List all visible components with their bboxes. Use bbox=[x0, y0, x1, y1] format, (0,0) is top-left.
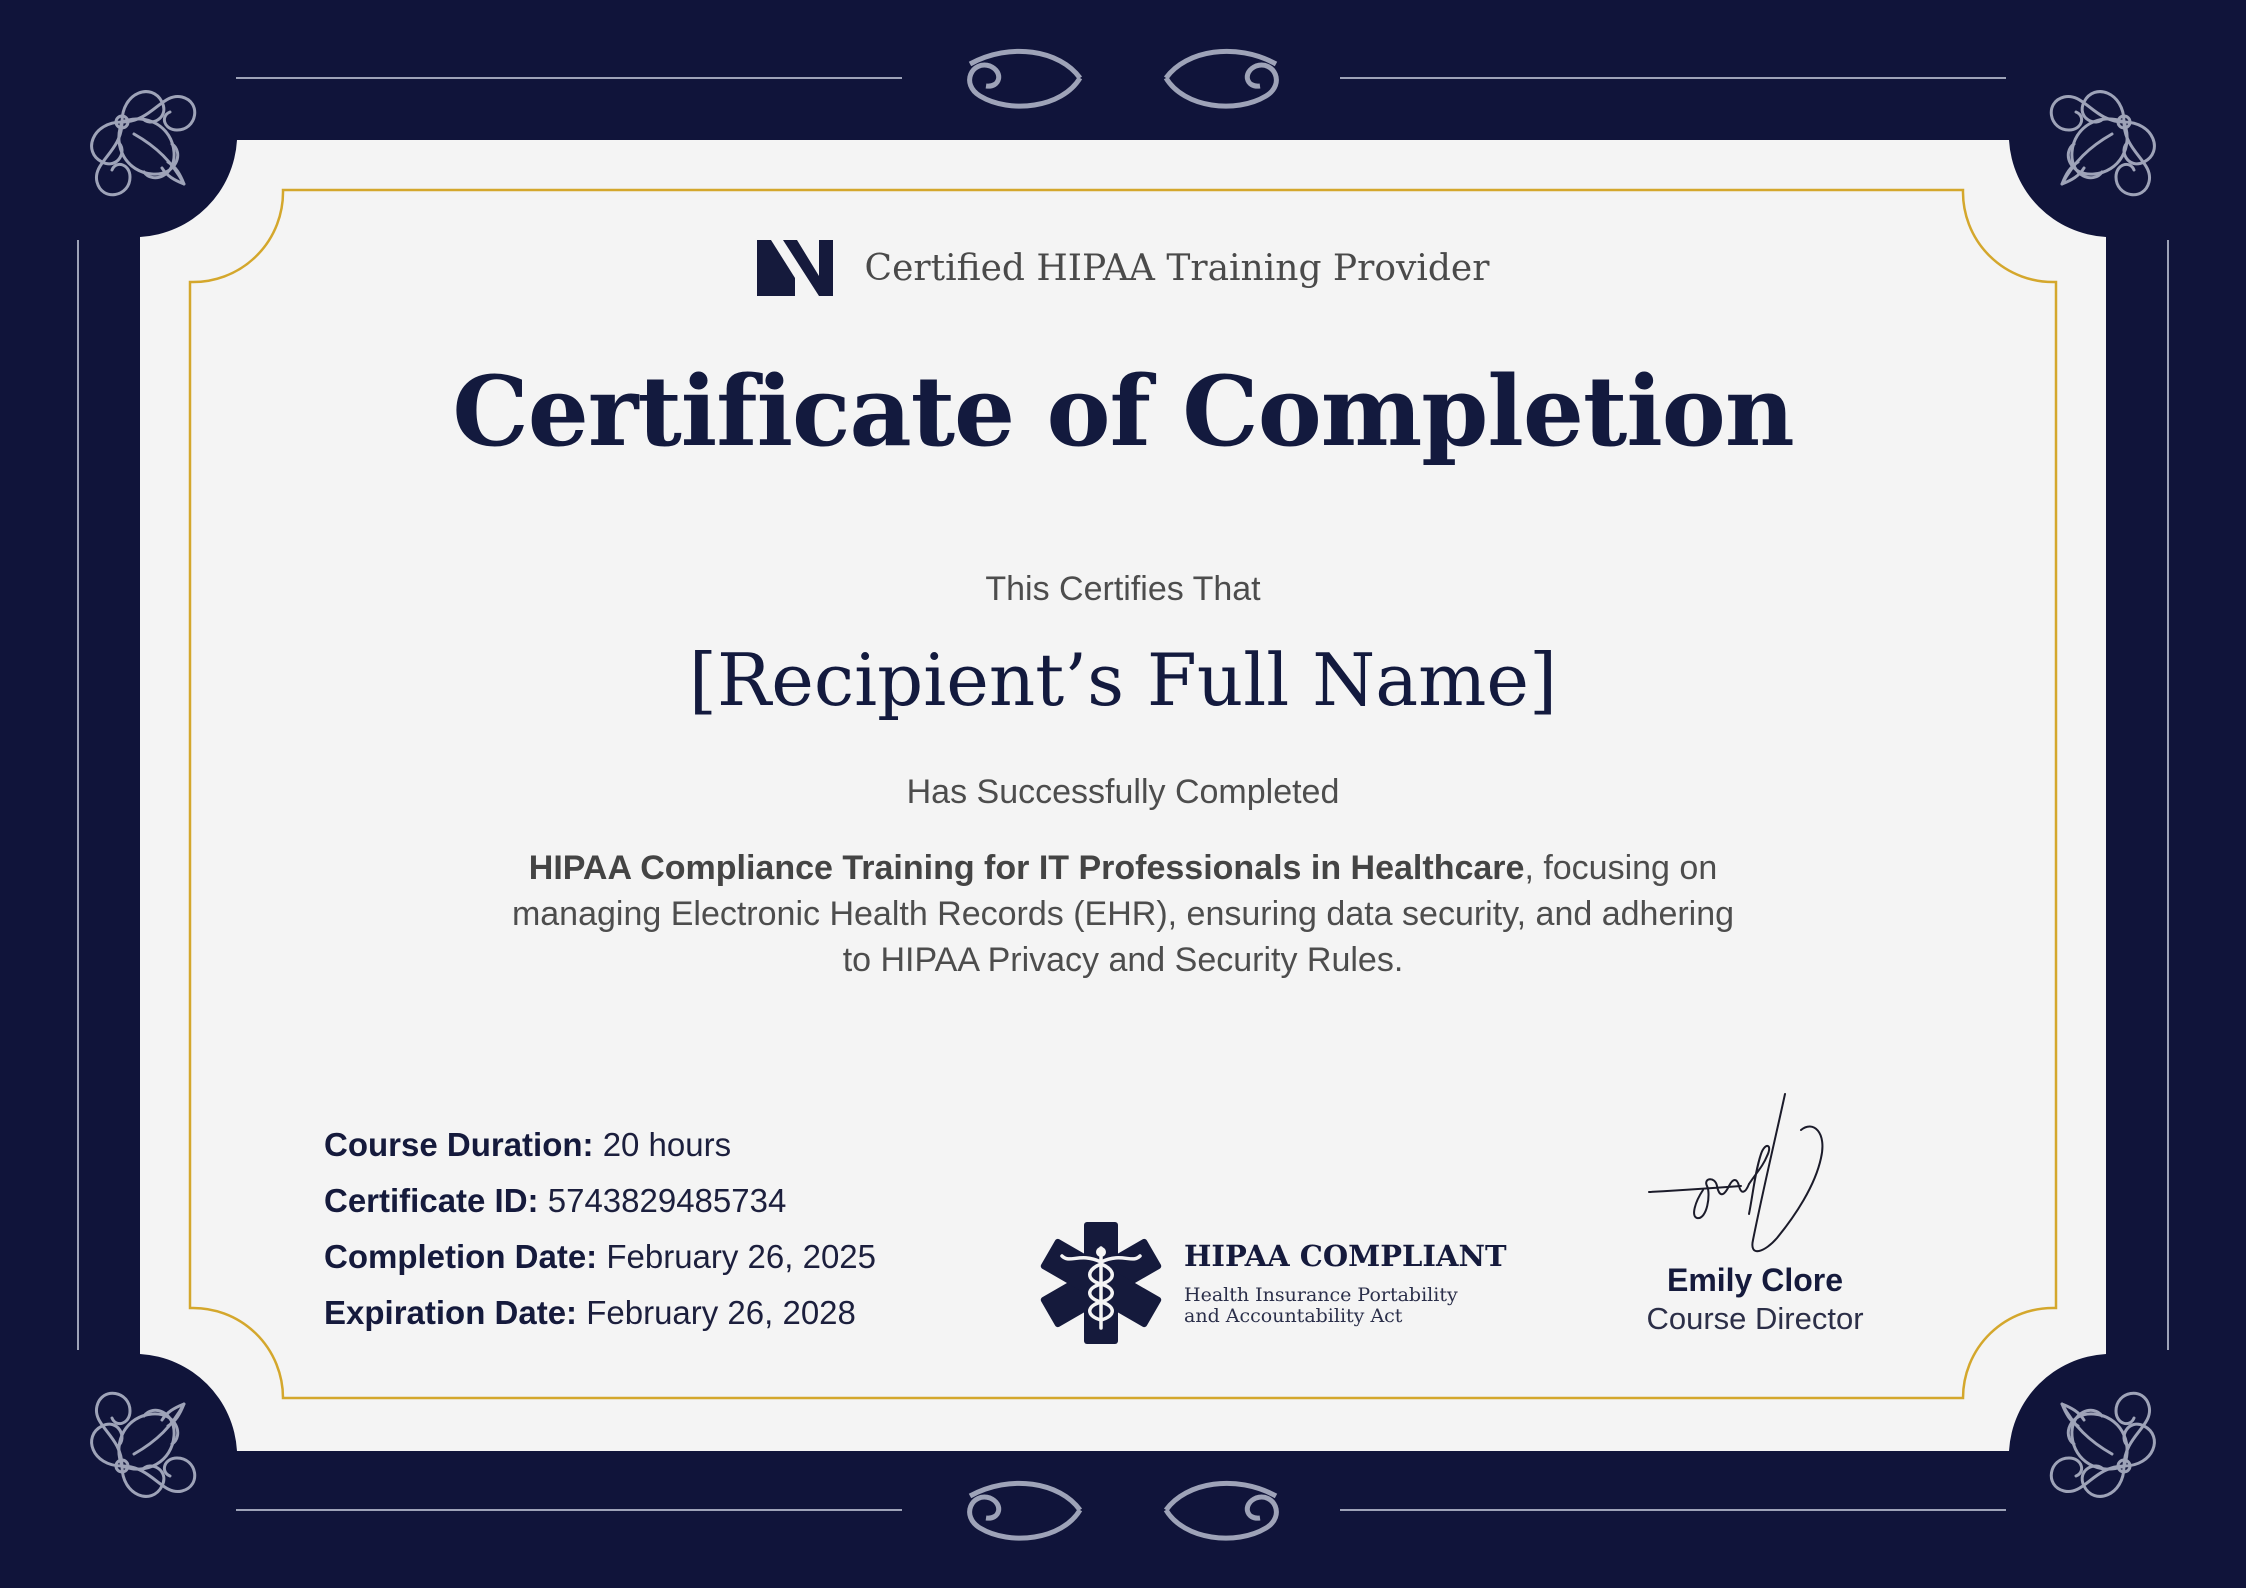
detail-label: Expiration Date: bbox=[324, 1294, 578, 1331]
detail-label: Completion Date: bbox=[324, 1238, 598, 1275]
star-of-life-caduceus-icon bbox=[1040, 1222, 1162, 1344]
completed-text: Has Successfully Completed bbox=[906, 773, 1340, 811]
detail-value: February 26, 2025 bbox=[606, 1238, 877, 1275]
hipaa-subtitle-line1: Health Insurance Portability bbox=[1184, 1284, 1458, 1306]
detail-row-expiration-date bbox=[324, 1294, 876, 1350]
provider-text: Certified HIPAA Training Provider bbox=[864, 247, 1490, 289]
detail-row-duration bbox=[324, 1126, 876, 1182]
nm-monogram-logo bbox=[757, 240, 833, 296]
provider-header bbox=[0, 240, 2246, 296]
recipient-name: [Recipient’s Full Name] bbox=[688, 638, 1558, 722]
hipaa-subtitle-line2: and Accountability Act bbox=[1184, 1305, 1403, 1327]
certificate-title: Certificate of Completion bbox=[452, 355, 1794, 468]
signer-name: Emily Clore bbox=[1666, 1262, 1844, 1298]
detail-row-completion-date bbox=[324, 1238, 876, 1294]
detail-value: 20 hours bbox=[602, 1126, 732, 1163]
hipaa-compliant-badge bbox=[1040, 1222, 1507, 1344]
handwritten-signature bbox=[1645, 1090, 1865, 1260]
detail-row-certificate-id bbox=[324, 1182, 876, 1238]
detail-value: 5743829485734 bbox=[547, 1182, 787, 1219]
certificate-details bbox=[324, 1126, 876, 1350]
detail-label: Certificate ID: bbox=[324, 1182, 539, 1219]
course-description-text: , focusing on managing Electronic Health Records (EHR), ensuring data security, and adhering to HIPAA Privacy and Security Rules. bbox=[511, 849, 1735, 979]
signer-role: Course Director bbox=[1646, 1301, 1864, 1336]
course-name: HIPAA Compliance Training for IT Professionals in Healthcare bbox=[528, 849, 1525, 887]
certifies-text: This Certifies That bbox=[985, 570, 1261, 608]
signature-block bbox=[1600, 1090, 1910, 1337]
hipaa-title: HIPAA COMPLIANT bbox=[1184, 1239, 1507, 1273]
course-description bbox=[500, 845, 1746, 983]
detail-value: February 26, 2028 bbox=[586, 1294, 856, 1331]
detail-label: Course Duration: bbox=[324, 1126, 594, 1163]
hipaa-text-block bbox=[1184, 1239, 1507, 1327]
